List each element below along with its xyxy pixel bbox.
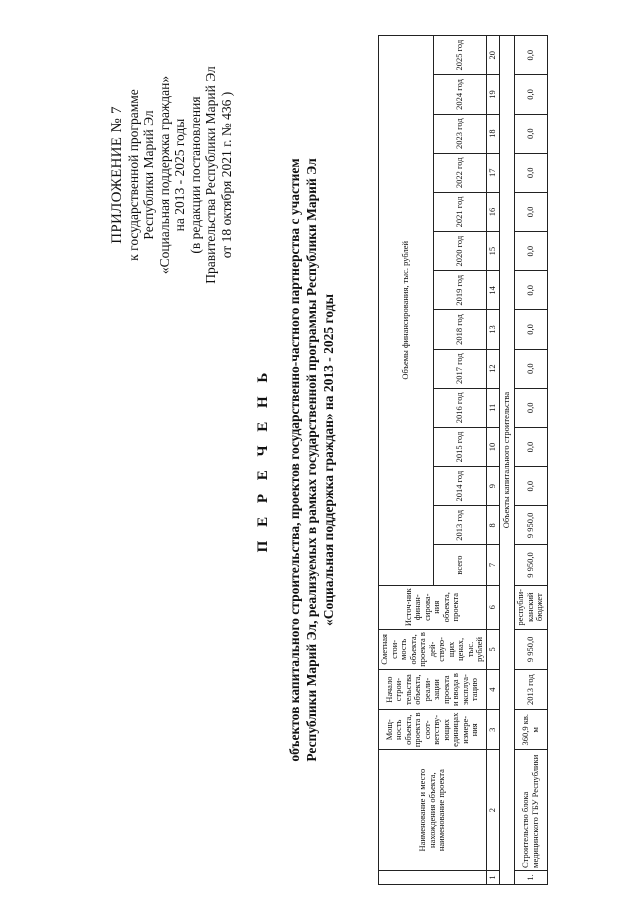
column-number: 18 xyxy=(486,114,499,153)
row-name: Строительство блока медицинского ГБУ Республики xyxy=(514,750,547,871)
row-year-value: 0,0 xyxy=(514,153,547,192)
column-number: 15 xyxy=(486,232,499,271)
row-year-value: 0,0 xyxy=(514,232,547,271)
row-year-value: 0,0 xyxy=(514,467,547,506)
appendix-block xyxy=(110,50,234,300)
row-year-value: 0,0 xyxy=(514,75,547,114)
appendix-title: ПРИЛОЖЕНИЕ № 7 xyxy=(109,106,125,244)
document-sheet xyxy=(10,30,630,890)
row-cost: 9 950,0 xyxy=(514,629,547,669)
header-cell-num xyxy=(379,870,487,884)
column-number: 8 xyxy=(486,506,499,545)
row-year-value: 0,0 xyxy=(514,310,547,349)
header-cell-capacity: Мощ-ность объекта, проекта в соот-ветству-ющих единицах измере-ния xyxy=(379,710,487,750)
column-number-row xyxy=(486,36,499,885)
column-number: 1 xyxy=(486,870,499,884)
header-cell-year: 2013 год xyxy=(434,506,486,545)
row-year-value: 0,0 xyxy=(514,427,547,466)
row-number: 1. xyxy=(514,870,547,884)
header-cell-year: 2016 год xyxy=(434,388,486,427)
header-row-1 xyxy=(379,36,434,885)
table-row xyxy=(514,36,547,885)
section-title: Объекты капитального строительства xyxy=(499,36,514,885)
appendix-line: Республики Марий Эл xyxy=(141,110,156,240)
header-cell-year: 2021 год xyxy=(434,192,486,231)
header-cell-start: Начало строи-тельства объекта, реали-зации проекта и ввода в эксплуа-тацию xyxy=(379,670,487,710)
column-number: 11 xyxy=(486,388,499,427)
row-year-value: 0,0 xyxy=(514,36,547,75)
column-number: 13 xyxy=(486,310,499,349)
row-year-value: 0,0 xyxy=(514,388,547,427)
column-number: 4 xyxy=(486,670,499,710)
row-year-value: 0,0 xyxy=(514,271,547,310)
header-cell-year: 2017 год xyxy=(434,349,486,388)
row-year-value: 0,0 xyxy=(514,192,547,231)
column-number: 20 xyxy=(486,36,499,75)
header-cell-funding: Объемы финансирования, тыс. рублей xyxy=(379,36,434,586)
header-cell-year: 2019 год xyxy=(434,271,486,310)
header-cell-year: 2020 год xyxy=(434,232,486,271)
row-start: 2013 год xyxy=(514,670,547,710)
header-cell-year: 2024 год xyxy=(434,75,486,114)
header-cell-cost: Сметная стои-мость объекта, проекта в дей-ствую-щих ценах, тыс. рублей xyxy=(379,629,487,669)
column-number: 12 xyxy=(486,349,499,388)
column-number: 5 xyxy=(486,629,499,669)
title-block xyxy=(255,70,337,850)
column-number: 14 xyxy=(486,271,499,310)
row-capacity: 360,9 кв. м xyxy=(514,710,547,750)
subtitle-line: «Социальная поддержка граждан» на 2013 - 2025 годы xyxy=(321,293,336,627)
column-number: 9 xyxy=(486,467,499,506)
column-number: 17 xyxy=(486,153,499,192)
appendix-line: к государственной программе xyxy=(125,89,141,261)
header-cell-year: 2022 год xyxy=(434,153,486,192)
header-cell-total: всего xyxy=(434,545,486,585)
subtitle-line: объектов капитального строительства, проектов государственно-частного партнерства с участием xyxy=(287,158,302,762)
appendix-line: от 18 октября 2021 г. № 436 ) xyxy=(218,91,234,259)
section-row xyxy=(499,36,514,885)
column-number: 7 xyxy=(486,545,499,585)
row-source: республи-канский бюджет xyxy=(514,585,547,629)
document-title: П Е Р Е Ч Е Н Ь xyxy=(255,367,271,553)
header-cell-year: 2015 год xyxy=(434,427,486,466)
header-cell-year: 2023 год xyxy=(434,114,486,153)
column-number: 6 xyxy=(486,585,499,629)
appendix-line: Правительства Республики Марий Эл xyxy=(203,66,218,284)
document-subtitle xyxy=(286,70,337,850)
row-total: 9 950,0 xyxy=(514,545,547,585)
appendix-line: на 2013 - 2025 годы xyxy=(172,118,187,232)
row-year-value: 0,0 xyxy=(514,349,547,388)
header-cell-name: Наименование и место нахождения объекта, наименование проекта xyxy=(379,750,487,871)
header-cell-year: 2018 год xyxy=(434,310,486,349)
appendix-line: «Социальная поддержка граждан» xyxy=(156,75,172,275)
header-cell-source: Источ-ник финан-сирова-ния объекта, проекта xyxy=(379,585,487,629)
funding-table xyxy=(378,35,548,885)
column-number: 2 xyxy=(486,750,499,871)
column-number: 3 xyxy=(486,710,499,750)
row-year-value: 9 950,0 xyxy=(514,506,547,545)
row-year-value: 0,0 xyxy=(514,114,547,153)
column-number: 10 xyxy=(486,427,499,466)
column-number: 19 xyxy=(486,75,499,114)
header-cell-year: 2025 год xyxy=(434,36,486,75)
appendix-line: (в редакции постановления xyxy=(187,96,203,254)
column-number: 16 xyxy=(486,192,499,231)
subtitle-line: Республики Марий Эл, реализуемых в рамках государственной программы Республики Марий Эл xyxy=(304,158,319,762)
header-cell-year: 2014 год xyxy=(434,467,486,506)
